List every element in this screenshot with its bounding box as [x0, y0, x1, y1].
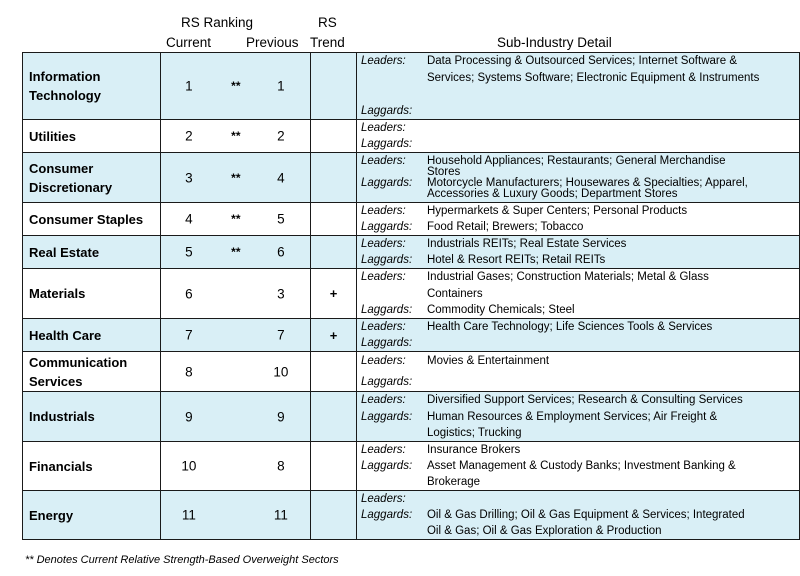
rs-trend	[311, 153, 357, 203]
laggards-label: Laggards:	[360, 105, 413, 117]
detail-line	[357, 236, 800, 252]
rs-trend	[311, 236, 357, 269]
leaders-label: Leaders:	[360, 155, 406, 167]
footnote: ** Denotes Current Relative Strength-Based Overweight Sectors	[25, 554, 339, 566]
detail-text: Oil & Gas; Oil & Gas Exploration & Production	[426, 525, 662, 537]
table-row	[23, 352, 800, 392]
rs-ranking-cell	[160, 491, 310, 540]
rs-trend	[311, 442, 357, 491]
detail-line	[357, 286, 800, 302]
overweight-marker: **	[231, 212, 241, 226]
rs-ranking-cell	[160, 442, 310, 491]
sector-name-line: Industrials	[29, 409, 95, 424]
detail-line	[357, 136, 800, 152]
detail-text: Industrial Gases; Construction Materials; Metal & Glass	[426, 271, 709, 283]
detail-line	[357, 319, 800, 335]
detail-text: Human Resources & Employment Services; Air Freight &	[426, 411, 718, 423]
table-row	[23, 442, 800, 491]
sector-name-line: Technology	[29, 88, 101, 103]
detail-text: Movies & Entertainment	[426, 355, 550, 367]
sector-name	[23, 236, 161, 269]
table-header	[0, 0, 800, 52]
detail-line	[357, 409, 800, 425]
detail-text: Household Appliances; Restaurants; General Merchandise	[426, 155, 726, 167]
detail-line	[357, 392, 800, 408]
previous-rank: 2	[277, 128, 285, 144]
table-row	[23, 236, 800, 269]
detail-line	[357, 474, 800, 490]
previous-rank: 6	[277, 244, 285, 260]
sector-name	[23, 491, 161, 540]
detail-line	[357, 302, 800, 318]
detail-line	[357, 491, 800, 507]
laggards-label: Laggards:	[360, 337, 413, 349]
previous-rank: 4	[277, 170, 285, 185]
sector-name	[23, 269, 161, 319]
detail-line	[357, 86, 800, 102]
detail-text: Insurance Brokers	[426, 444, 521, 456]
leaders-label: Leaders:	[360, 444, 406, 456]
leaders-label: Leaders:	[360, 271, 406, 283]
current-rank: 7	[185, 327, 193, 343]
detail-line	[357, 53, 800, 69]
sub-industry-detail	[356, 53, 799, 120]
rs-trend	[311, 392, 357, 442]
detail-line	[357, 103, 800, 119]
detail-line	[357, 425, 800, 441]
rs-ranking-cell	[160, 153, 310, 203]
table-row	[23, 269, 800, 319]
laggards-label: Laggards:	[360, 460, 413, 472]
detail-line	[357, 523, 800, 539]
sector-name-line: Real Estate	[29, 244, 100, 260]
overweight-marker: **	[231, 170, 241, 185]
sector-name	[23, 392, 161, 442]
detail-text: Motorcycle Manufacturers; Housewares & Specialties; Apparel,	[426, 177, 748, 189]
sub-industry-detail	[356, 269, 799, 319]
laggards-label: Laggards:	[360, 304, 413, 316]
detail-text: Hotel & Resort REITs; Retail REITs	[426, 254, 606, 266]
detail-text: Logistics; Trucking	[426, 427, 522, 439]
laggards-label: Laggards:	[360, 509, 413, 521]
header-rs-ranking: RS Ranking	[181, 15, 254, 30]
sector-name	[23, 120, 161, 153]
sector-name-line: Energy	[29, 507, 74, 523]
sector-name-line: Health Care	[29, 327, 102, 343]
sub-industry-detail	[356, 392, 799, 442]
table-row	[23, 153, 800, 203]
previous-rank: 1	[277, 78, 285, 94]
laggards-label: Laggards:	[360, 177, 413, 189]
laggards-label: Laggards:	[360, 254, 413, 266]
sector-ranking-table	[22, 52, 800, 540]
sector-name-line: Consumer Staples	[29, 211, 144, 227]
detail-text: Data Processing & Outsourced Services; Internet Software &	[426, 55, 737, 67]
leaders-label: Leaders:	[360, 493, 406, 505]
current-rank: 9	[185, 409, 193, 424]
sector-name-line: Services	[29, 373, 83, 389]
sector-name	[23, 203, 161, 236]
overweight-marker: **	[231, 245, 241, 259]
sector-name-line: Communication	[29, 354, 128, 370]
rs-ranking-cell	[160, 120, 310, 153]
table-row	[23, 491, 800, 540]
detail-text: Oil & Gas Drilling; Oil & Gas Equipment & Services; Integrated	[426, 509, 745, 521]
current-rank: 3	[185, 170, 193, 185]
detail-line	[357, 458, 800, 474]
sector-name-line: Financials	[29, 458, 93, 474]
current-rank: 10	[181, 458, 197, 474]
rs-trend: +	[311, 319, 357, 352]
detail-text: Containers	[426, 288, 483, 300]
previous-rank: 5	[277, 211, 285, 227]
sub-industry-detail	[356, 491, 799, 540]
sector-name-line: Utilities	[29, 128, 76, 144]
detail-line	[357, 203, 800, 219]
rs-ranking-cell	[160, 352, 310, 392]
sector-name	[23, 352, 161, 392]
rs-trend: +	[311, 269, 357, 319]
header-sub-industry-detail: Sub-Industry Detail	[497, 35, 612, 50]
detail-text: Food Retail; Brewers; Tobacco	[426, 221, 584, 233]
previous-rank: 8	[277, 458, 285, 474]
detail-text: Services; Systems Software; Electronic Equipment & Instruments	[426, 72, 760, 84]
table-row	[23, 392, 800, 442]
leaders-label: Leaders:	[360, 205, 406, 217]
detail-line	[357, 269, 800, 285]
header-current: Current	[166, 35, 212, 50]
sector-name	[23, 53, 161, 120]
previous-rank: 7	[277, 327, 285, 343]
laggards-label: Laggards:	[360, 411, 413, 423]
detail-line	[357, 442, 800, 458]
current-rank: 8	[185, 364, 193, 379]
detail-line	[357, 70, 800, 86]
detail-text: Accessories & Luxury Goods; Department Stores	[426, 188, 678, 200]
sub-industry-detail	[356, 236, 799, 269]
sub-industry-detail	[356, 120, 799, 153]
sector-name-line: Consumer	[29, 160, 94, 176]
rs-trend	[311, 352, 357, 392]
detail-text: Commodity Chemicals; Steel	[426, 304, 575, 316]
header-previous: Previous	[246, 35, 299, 50]
previous-rank: 10	[273, 364, 289, 379]
sub-industry-detail	[356, 319, 799, 352]
leaders-label: Leaders:	[360, 321, 406, 333]
sub-industry-detail	[356, 203, 799, 236]
leaders-label: Leaders:	[360, 238, 406, 250]
previous-rank: 9	[277, 409, 285, 424]
rs-trend	[311, 53, 357, 120]
sub-industry-detail	[356, 153, 799, 203]
detail-text: Asset Management & Custody Banks; Investment Banking &	[426, 460, 736, 472]
rs-ranking-cell	[160, 53, 310, 120]
rs-ranking-cell	[160, 236, 310, 269]
detail-line	[357, 186, 800, 202]
laggards-label: Laggards:	[360, 138, 413, 150]
rs-ranking-cell	[160, 269, 310, 319]
detail-line	[357, 335, 800, 351]
rs-ranking-cell	[160, 319, 310, 352]
leaders-label: Leaders:	[360, 355, 406, 367]
previous-rank: 3	[277, 286, 285, 301]
detail-text: Stores	[426, 166, 461, 178]
sector-name-line: Materials	[29, 286, 86, 301]
current-rank: 11	[181, 507, 196, 523]
previous-rank: 11	[273, 507, 288, 523]
detail-text: Health Care Technology; Life Sciences Tools & Services	[426, 321, 713, 333]
table-row	[23, 53, 800, 120]
detail-text: Hypermarkets & Super Centers; Personal Products	[426, 205, 688, 217]
rs-trend	[311, 203, 357, 236]
current-rank: 5	[185, 244, 193, 260]
sector-name-line: Information	[29, 69, 101, 84]
detail-line	[357, 507, 800, 523]
detail-text: Industrials REITs; Real Estate Services	[426, 238, 627, 250]
rs-trend	[311, 491, 357, 540]
current-rank: 1	[185, 78, 193, 94]
rs-ranking-cell	[160, 203, 310, 236]
current-rank: 6	[185, 286, 193, 301]
detail-line	[357, 120, 800, 136]
detail-line	[357, 252, 800, 268]
sector-name	[23, 319, 161, 352]
sector-name-line: Discretionary	[29, 179, 113, 195]
detail-text: Brokerage	[426, 476, 481, 488]
header-trend: Trend	[310, 35, 345, 50]
current-rank: 4	[185, 211, 193, 227]
rs-ranking-cell	[160, 392, 310, 442]
table-row	[23, 319, 800, 352]
laggards-label: Laggards:	[360, 221, 413, 233]
detail-line	[357, 374, 800, 390]
detail-text: Diversified Support Services; Research & Consulting Services	[426, 394, 743, 406]
leaders-label: Leaders:	[360, 394, 406, 406]
overweight-marker: **	[231, 129, 241, 143]
current-rank: 2	[185, 128, 193, 144]
overweight-marker: **	[231, 79, 241, 93]
table-row	[23, 120, 800, 153]
sub-industry-detail	[356, 442, 799, 491]
laggards-label: Laggards:	[360, 376, 413, 388]
header-rs: RS	[318, 15, 337, 30]
detail-line	[357, 219, 800, 235]
sector-name	[23, 442, 161, 491]
table-row	[23, 203, 800, 236]
rs-trend	[311, 120, 357, 153]
sector-name	[23, 153, 161, 203]
leaders-label: Leaders:	[360, 122, 406, 134]
sub-industry-detail	[356, 352, 799, 392]
leaders-label: Leaders:	[360, 55, 406, 67]
